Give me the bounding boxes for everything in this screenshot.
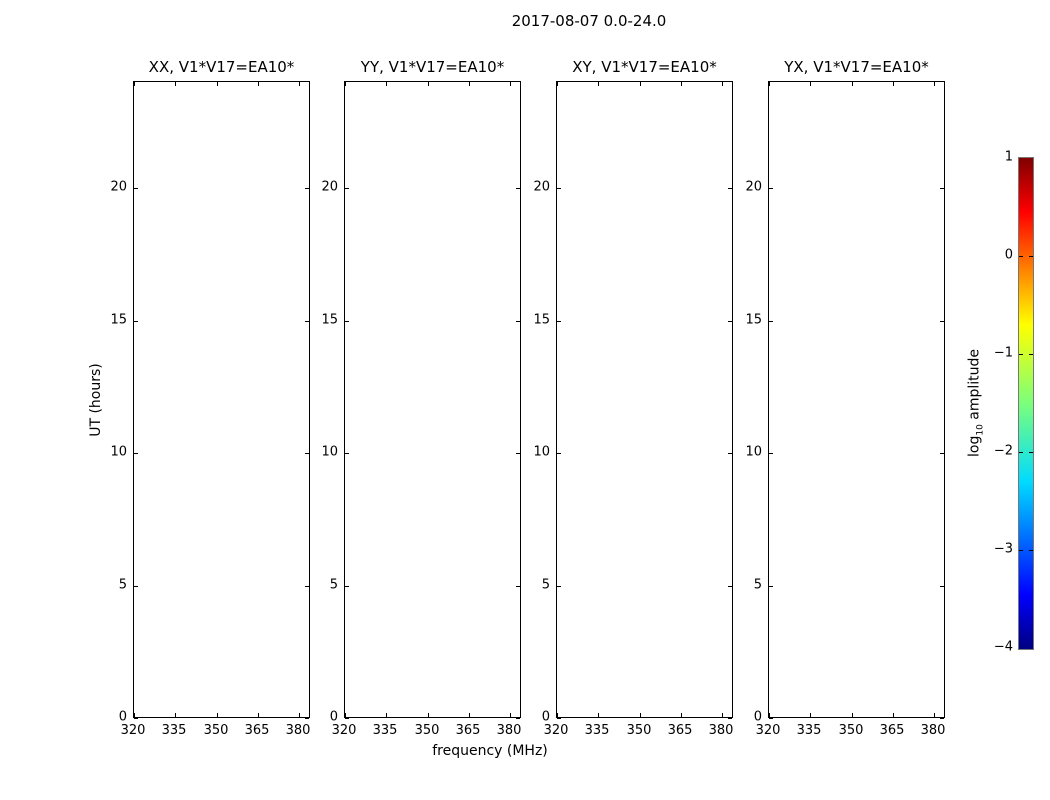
y-tick-mark xyxy=(557,718,561,719)
y-tick-mark xyxy=(557,321,561,322)
x-tick-mark xyxy=(345,713,346,717)
y-tick-mark xyxy=(769,188,773,189)
x-tick-mark xyxy=(469,82,470,86)
y-tick-mark xyxy=(134,321,138,322)
y-tick-label: 15 xyxy=(533,312,550,328)
y-tick-mark xyxy=(516,188,520,189)
x-tick-label: 350 xyxy=(626,723,652,738)
colorbar-tick-label: −3 xyxy=(993,541,1013,557)
y-tick-mark xyxy=(134,586,138,587)
x-tick-mark xyxy=(386,82,387,86)
subplot-xx xyxy=(110,58,311,738)
y-axis-label: UT (hours) xyxy=(88,363,104,437)
colorbar-tick-label: 1 xyxy=(1004,149,1013,165)
y-tick-mark xyxy=(305,188,309,189)
subplot-title: YX, V1*V17=EA10* xyxy=(784,58,929,76)
x-tick-mark xyxy=(510,713,511,717)
y-tick-label: 5 xyxy=(753,577,762,593)
y-tick-mark xyxy=(769,321,773,322)
plot-area xyxy=(344,81,521,718)
y-tick-label: 10 xyxy=(533,444,550,460)
colorbar-label-sub: 10 xyxy=(975,424,986,436)
x-tick-label: 380 xyxy=(285,723,311,738)
y-tick-mark xyxy=(305,586,309,587)
y-tick-mark xyxy=(728,321,732,322)
y-tick-label: 10 xyxy=(321,444,338,460)
x-tick-label: 320 xyxy=(331,723,357,738)
y-tick-label: 20 xyxy=(321,179,338,195)
x-tick-mark xyxy=(557,82,558,86)
x-tick-mark xyxy=(598,82,599,86)
x-tick-mark xyxy=(893,713,894,717)
x-tick-mark xyxy=(598,713,599,717)
x-tick-mark xyxy=(722,713,723,717)
x-tick-label: 320 xyxy=(755,723,781,738)
colorbar-tick-mark xyxy=(1029,354,1033,355)
y-tick-mark xyxy=(940,321,944,322)
x-tick-label: 350 xyxy=(203,723,229,738)
y-tick-label: 15 xyxy=(745,312,762,328)
y-tick-label: 15 xyxy=(110,312,127,328)
y-tick-mark xyxy=(769,586,773,587)
y-tick-mark xyxy=(940,586,944,587)
x-tick-label: 365 xyxy=(244,723,270,738)
y-tick-mark xyxy=(345,321,349,322)
x-axis-label: frequency (MHz) xyxy=(432,743,548,759)
y-tick-mark xyxy=(516,718,520,719)
colorbar-tick-mark xyxy=(1029,550,1033,551)
x-tick-mark xyxy=(681,82,682,86)
colorbar-tick-mark xyxy=(1019,354,1023,355)
x-tick-mark xyxy=(810,82,811,86)
x-tick-mark xyxy=(134,713,135,717)
y-tick-mark xyxy=(769,718,773,719)
x-tick-label: 320 xyxy=(543,723,569,738)
y-tick-mark xyxy=(728,453,732,454)
y-tick-label: 20 xyxy=(533,179,550,195)
x-tick-mark xyxy=(428,713,429,717)
y-tick-mark xyxy=(940,188,944,189)
y-tick-mark xyxy=(728,586,732,587)
subplot-title: XX, V1*V17=EA10* xyxy=(148,58,295,76)
x-tick-mark xyxy=(134,82,135,86)
y-tick-mark xyxy=(516,453,520,454)
x-tick-label: 380 xyxy=(920,723,946,738)
y-tick-mark xyxy=(516,321,520,322)
y-tick-label: 15 xyxy=(321,312,338,328)
x-tick-mark xyxy=(175,82,176,86)
y-tick-label: 10 xyxy=(745,444,762,460)
x-tick-mark xyxy=(510,82,511,86)
colorbar-tick-mark xyxy=(1029,452,1033,453)
x-tick-mark xyxy=(769,713,770,717)
y-tick-mark xyxy=(940,718,944,719)
colorbar-tick-mark xyxy=(1019,550,1023,551)
x-tick-mark xyxy=(769,82,770,86)
figure-title: 2017-08-07 0.0-24.0 xyxy=(511,12,667,30)
plot-area xyxy=(768,81,945,718)
x-tick-label: 365 xyxy=(455,723,481,738)
colorbar-tick-label: −1 xyxy=(993,345,1013,361)
x-tick-mark xyxy=(681,713,682,717)
y-tick-mark xyxy=(305,453,309,454)
x-tick-label: 335 xyxy=(584,723,610,738)
y-tick-mark xyxy=(557,453,561,454)
x-tick-label: 365 xyxy=(667,723,693,738)
x-tick-mark xyxy=(386,713,387,717)
colorbar-tick-label: −2 xyxy=(993,443,1013,459)
x-tick-mark xyxy=(934,713,935,717)
subplot-title: XY, V1*V17=EA10* xyxy=(572,58,717,76)
x-tick-label: 335 xyxy=(796,723,822,738)
x-tick-mark xyxy=(469,713,470,717)
x-tick-mark xyxy=(934,82,935,86)
y-tick-label: 20 xyxy=(745,179,762,195)
x-tick-mark xyxy=(852,82,853,86)
x-tick-label: 350 xyxy=(838,723,864,738)
x-tick-mark xyxy=(217,82,218,86)
y-tick-label: 5 xyxy=(329,577,338,593)
y-tick-mark xyxy=(345,718,349,719)
colorbar-tick-mark xyxy=(1019,256,1023,257)
y-tick-mark xyxy=(345,453,349,454)
x-tick-mark xyxy=(299,713,300,717)
x-tick-mark xyxy=(893,82,894,86)
subplot-yy xyxy=(321,58,522,738)
y-tick-label: 20 xyxy=(110,179,127,195)
plot-area xyxy=(556,81,733,718)
x-tick-mark xyxy=(258,82,259,86)
x-tick-mark xyxy=(722,82,723,86)
y-tick-mark xyxy=(557,188,561,189)
x-tick-mark xyxy=(345,82,346,86)
subplot-xy xyxy=(533,58,734,738)
x-tick-label: 350 xyxy=(414,723,440,738)
y-tick-mark xyxy=(769,453,773,454)
x-tick-label: 365 xyxy=(879,723,905,738)
y-tick-mark xyxy=(134,453,138,454)
x-tick-mark xyxy=(557,713,558,717)
y-tick-mark xyxy=(345,188,349,189)
colorbar-tick-mark xyxy=(1029,256,1033,257)
x-tick-mark xyxy=(217,713,218,717)
x-tick-label: 380 xyxy=(496,723,522,738)
y-tick-label: 0 xyxy=(541,709,550,725)
y-tick-mark xyxy=(557,586,561,587)
colorbar-label-suffix: amplitude xyxy=(966,349,983,425)
y-tick-label: 0 xyxy=(118,709,127,725)
y-tick-mark xyxy=(134,188,138,189)
subplot-title: YY, V1*V17=EA10* xyxy=(360,58,505,76)
y-tick-label: 0 xyxy=(753,709,762,725)
x-tick-mark xyxy=(299,82,300,86)
y-tick-label: 0 xyxy=(329,709,338,725)
y-tick-mark xyxy=(516,586,520,587)
y-tick-label: 10 xyxy=(110,444,127,460)
x-tick-label: 380 xyxy=(708,723,734,738)
y-tick-mark xyxy=(728,188,732,189)
x-tick-mark xyxy=(852,713,853,717)
x-tick-mark xyxy=(258,713,259,717)
x-tick-mark xyxy=(175,713,176,717)
y-tick-mark xyxy=(940,453,944,454)
colorbar-tick-mark xyxy=(1019,452,1023,453)
x-tick-label: 335 xyxy=(161,723,187,738)
colorbar-tick-label: −4 xyxy=(993,639,1013,655)
y-tick-label: 5 xyxy=(118,577,127,593)
y-tick-mark xyxy=(305,718,309,719)
x-tick-mark xyxy=(640,713,641,717)
plot-area xyxy=(133,81,310,718)
y-tick-mark xyxy=(305,321,309,322)
x-tick-label: 320 xyxy=(120,723,146,738)
colorbar-tick-label: 0 xyxy=(1004,247,1013,263)
y-tick-mark xyxy=(345,586,349,587)
colorbar-label xyxy=(967,349,986,457)
subplot-yx xyxy=(745,58,946,738)
colorbar-label-prefix: log xyxy=(966,435,983,457)
y-tick-label: 5 xyxy=(541,577,550,593)
x-tick-mark xyxy=(810,713,811,717)
x-tick-label: 335 xyxy=(372,723,398,738)
x-tick-mark xyxy=(428,82,429,86)
y-tick-mark xyxy=(134,718,138,719)
colorbar xyxy=(1018,157,1034,650)
y-tick-mark xyxy=(728,718,732,719)
x-tick-mark xyxy=(640,82,641,86)
